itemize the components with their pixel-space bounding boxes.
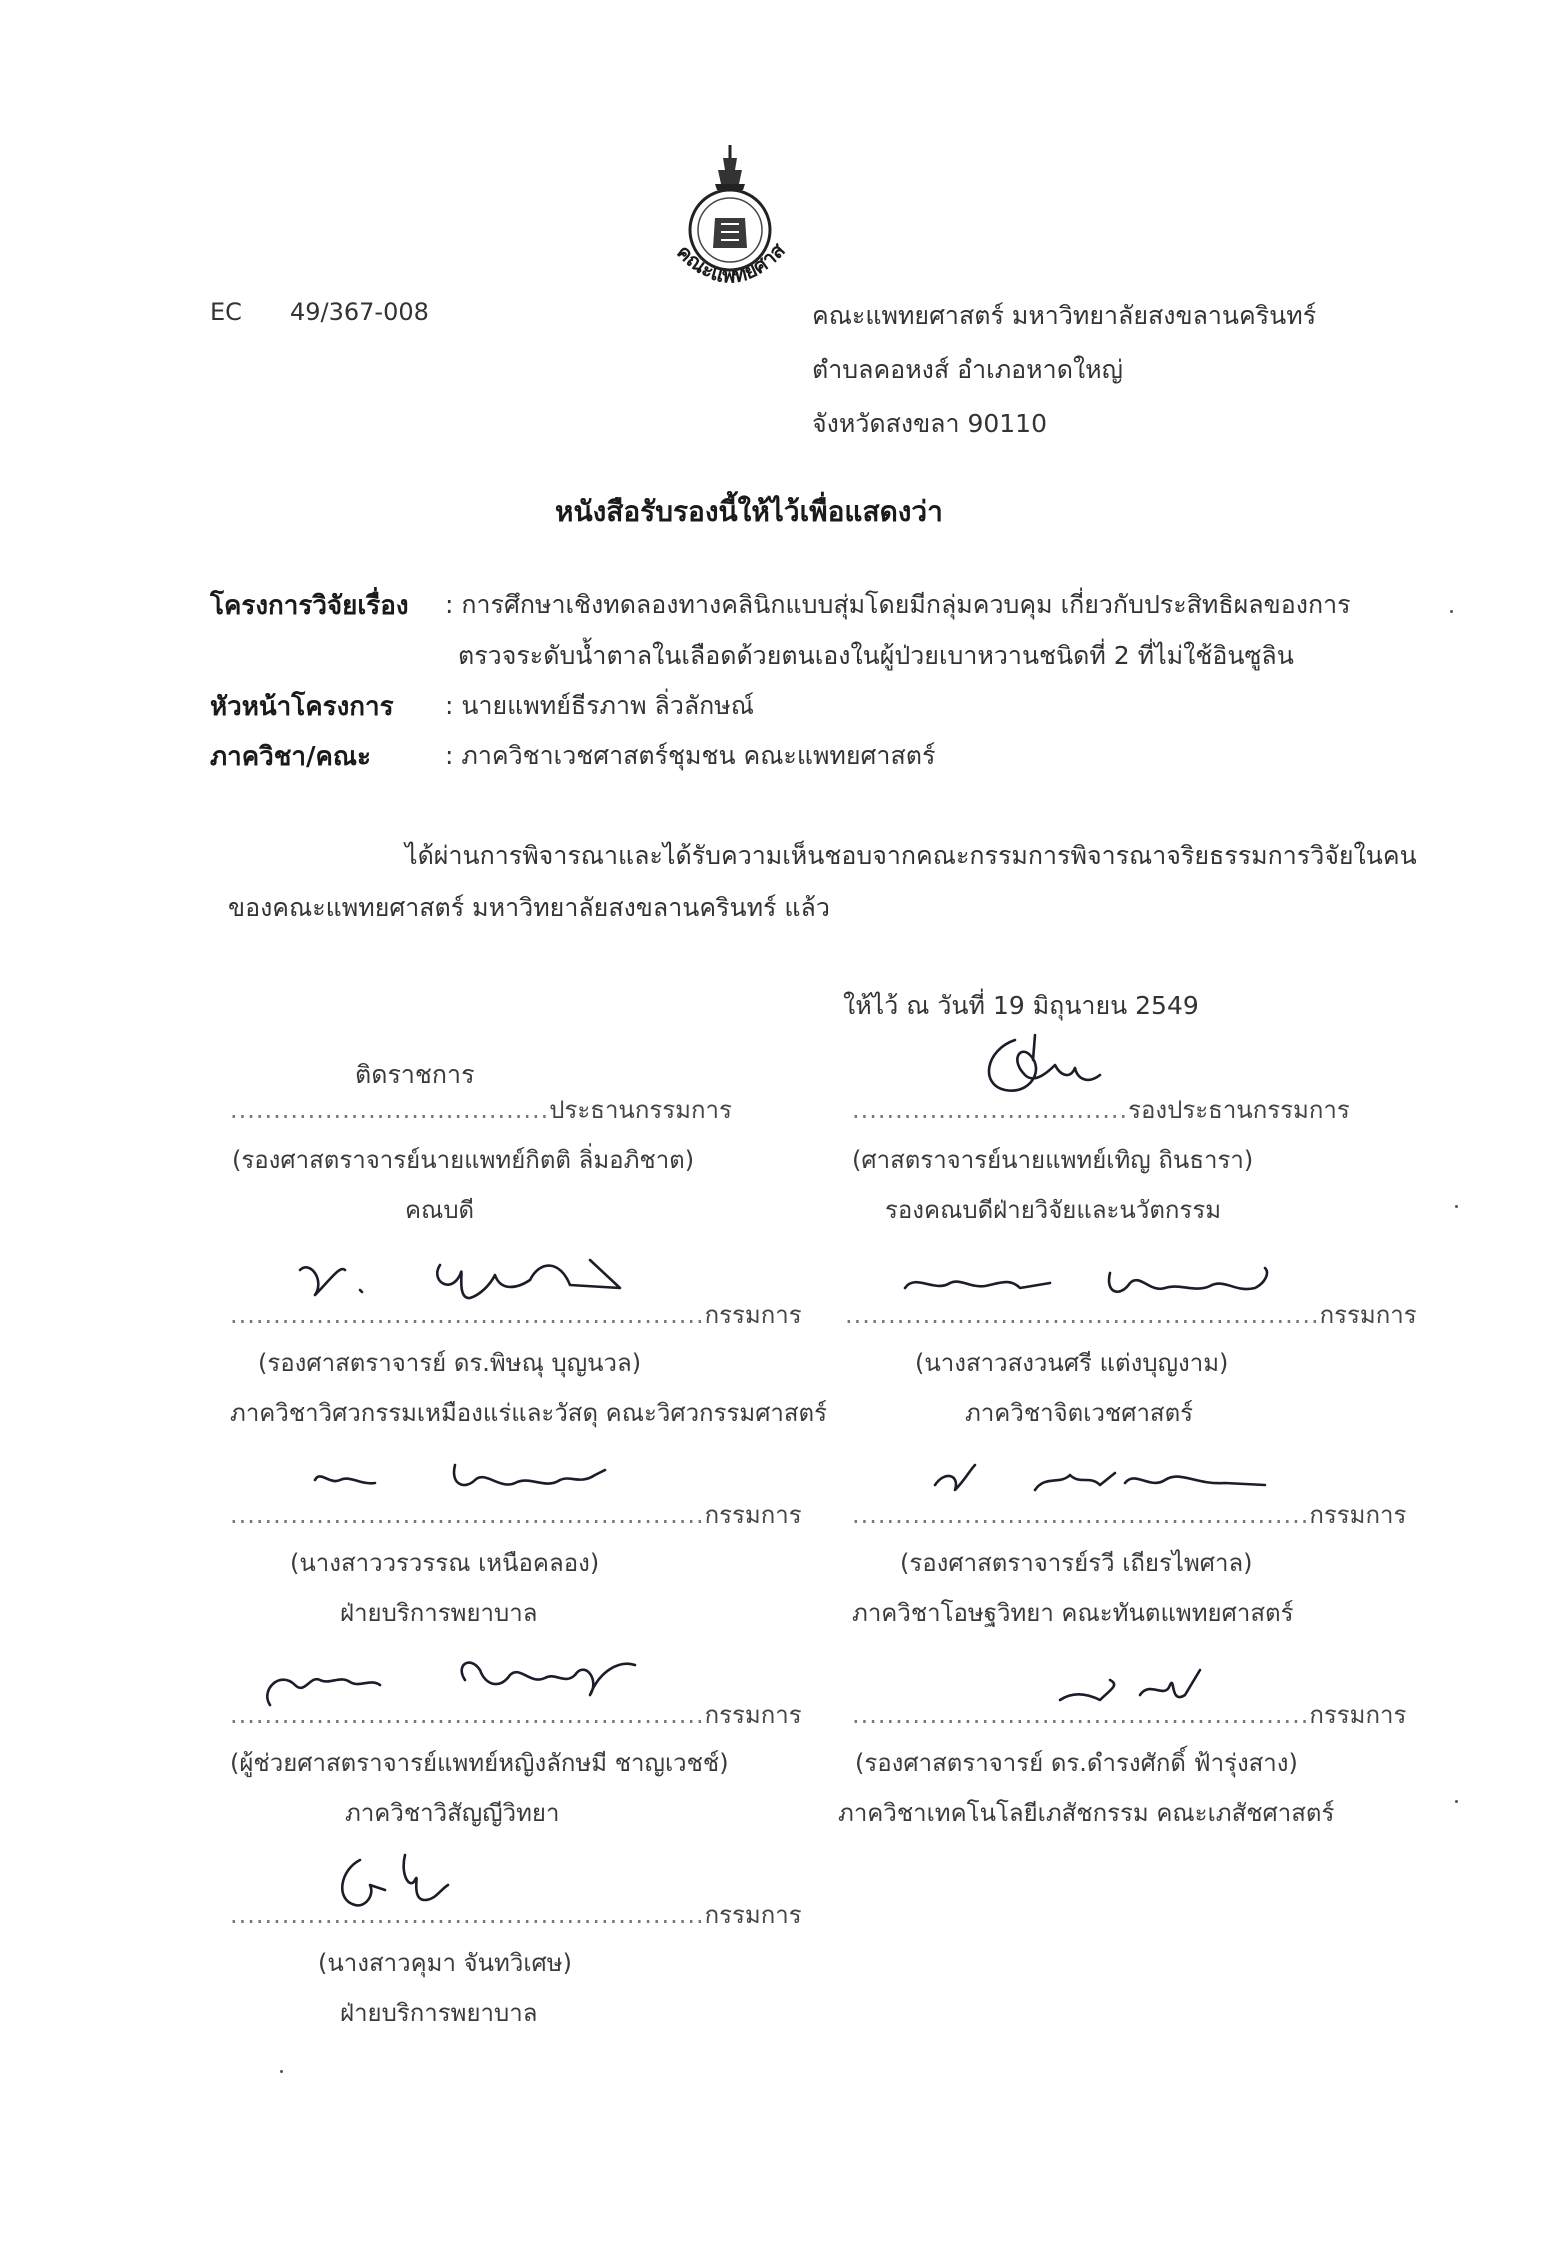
committee-4-name: (นางสาวสงวนศรี แต่งบุญงาม) <box>915 1349 1229 1377</box>
signature-line-committee-9: .......................................................กรรมการ <box>230 1901 802 1929</box>
address-line-1: คณะแพทยศาสตร์ มหาวิทยาลัยสงขลานครินทร์ <box>812 301 1317 330</box>
address-line-2: ตำบลคอหงส์ อำเภอหาดใหญ่ <box>812 355 1123 384</box>
approval-text-line-2: ของคณะแพทยศาสตร์ มหาวิทยาลัยสงขลานครินทร์ แล้ว <box>228 893 830 922</box>
signature-line-vice-chair: ................................รองประธานกรรมการ <box>852 1096 1350 1124</box>
project-title-line-1: : การศึกษาเชิงทดลองทางคลินิกแบบสุ่มโดยมีกลุ่มควบคุม เกี่ยวกับประสิทธิผลของการ <box>445 590 1351 619</box>
committee-7-position: ภาควิชาวิสัญญีวิทยา <box>345 1799 560 1827</box>
ec-label: EC <box>210 298 242 326</box>
head-value: : นายแพทย์ธีรภาพ ลิ่วลักษณ์ <box>445 691 754 720</box>
ec-number: 49/367-008 <box>290 298 429 326</box>
chair-position: คณบดี <box>405 1196 475 1224</box>
department-label: ภาควิชา/คณะ <box>210 742 371 772</box>
committee-8-position: ภาควิชาเทคโนโลยีเภสัชกรรม คณะเภสัชศาสตร์ <box>838 1799 1335 1827</box>
away-on-duty-note: ติดราชการ <box>355 1060 475 1089</box>
faculty-seal <box>655 140 805 310</box>
scan-speck <box>280 2070 283 2073</box>
committee-9-position: ฝ่ายบริการพยาบาล <box>340 1999 538 2027</box>
address-line-3: จังหวัดสงขลา 90110 <box>812 409 1047 438</box>
committee-6-position: ภาควิชาโอษฐวิทยา คณะทันตแพทยศาสตร์ <box>852 1599 1294 1627</box>
signature-line-committee-7: .......................................................กรรมการ <box>230 1701 802 1729</box>
signature-line-committee-5: .......................................................กรรมการ <box>230 1501 802 1529</box>
approval-text-line-1: ได้ผ่านการพิจารณาและได้รับความเห็นชอบจากคณะกรรมการพิจารณาจริยธรรมการวิจัยในคน <box>405 841 1417 870</box>
committee-9-name: (นางสาวคุมา จันทวิเศษ) <box>318 1949 572 1977</box>
department-value: : ภาควิชาเวชศาสตร์ชุมชน คณะแพทยศาสตร์ <box>445 741 936 770</box>
svg-text:คณะแพทยศาสตร์ <box>655 140 790 288</box>
scan-speck <box>1450 610 1453 613</box>
committee-3-name: (รองศาสตราจารย์ ดร.พิษณุ บุญนวล) <box>258 1349 642 1377</box>
committee-5-name: (นางสาววรวรรณ เหนือคลอง) <box>290 1549 600 1577</box>
committee-7-name: (ผู้ช่วยศาสตราจารย์แพทย์หญิงลักษมี ชาญเวชช์) <box>230 1749 729 1777</box>
project-title-line-2: ตรวจระดับน้ำตาลในเลือดด้วยตนเองในผู้ป่วยเบาหวานชนิดที่ 2 ที่ไม่ใช้อินซูลิน <box>458 641 1294 670</box>
signature-line-committee-6: .....................................................กรรมการ <box>852 1501 1407 1529</box>
committee-5-position: ฝ่ายบริการพยาบาล <box>340 1599 538 1627</box>
signature-line-chair: .....................................ประธานกรรมการ <box>230 1096 732 1124</box>
signature-line-committee-8: .....................................................กรรมการ <box>852 1701 1407 1729</box>
committee-6-name: (รองศาสตราจารย์รวี เถียรไพศาล) <box>900 1549 1253 1577</box>
chair-name: (รองศาสตราจารย์นายแพทย์กิตติ ลิ่มอภิชาต) <box>232 1146 695 1174</box>
committee-8-name: (รองศาสตราจารย์ ดร.ดำรงศักดิ์ ฟ้ารุ่งสาง) <box>855 1749 1298 1777</box>
committee-3-position: ภาควิชาวิศวกรรมเหมืองแร่และวัสดุ คณะวิศวกรรมศาสตร์ <box>230 1399 828 1427</box>
scan-speck <box>1455 1800 1458 1803</box>
project-label: โครงการวิจัยเรื่อง <box>210 591 409 621</box>
head-label: หัวหน้าโครงการ <box>210 692 394 722</box>
issue-date: ให้ไว้ ณ วันที่ 19 มิถุนายน 2549 <box>843 991 1199 1020</box>
signature-line-committee-3: .......................................................กรรมการ <box>230 1301 802 1329</box>
vice-chair-name: (ศาสตราจารย์นายแพทย์เทิญ ถินธารา) <box>852 1146 1254 1174</box>
certificate-title: หนังสือรับรองนี้ให้ไว้เพื่อแสดงว่า <box>555 495 943 528</box>
vice-chair-position: รองคณบดีฝ่ายวิจัยและนวัตกรรม <box>885 1196 1222 1224</box>
committee-4-position: ภาควิชาจิตเวชศาสตร์ <box>965 1399 1194 1427</box>
scan-speck <box>1455 1205 1458 1208</box>
seal-text: คณะแพทยศาส <box>672 237 790 288</box>
signature-line-committee-4: .......................................................กรรมการ <box>845 1301 1417 1329</box>
